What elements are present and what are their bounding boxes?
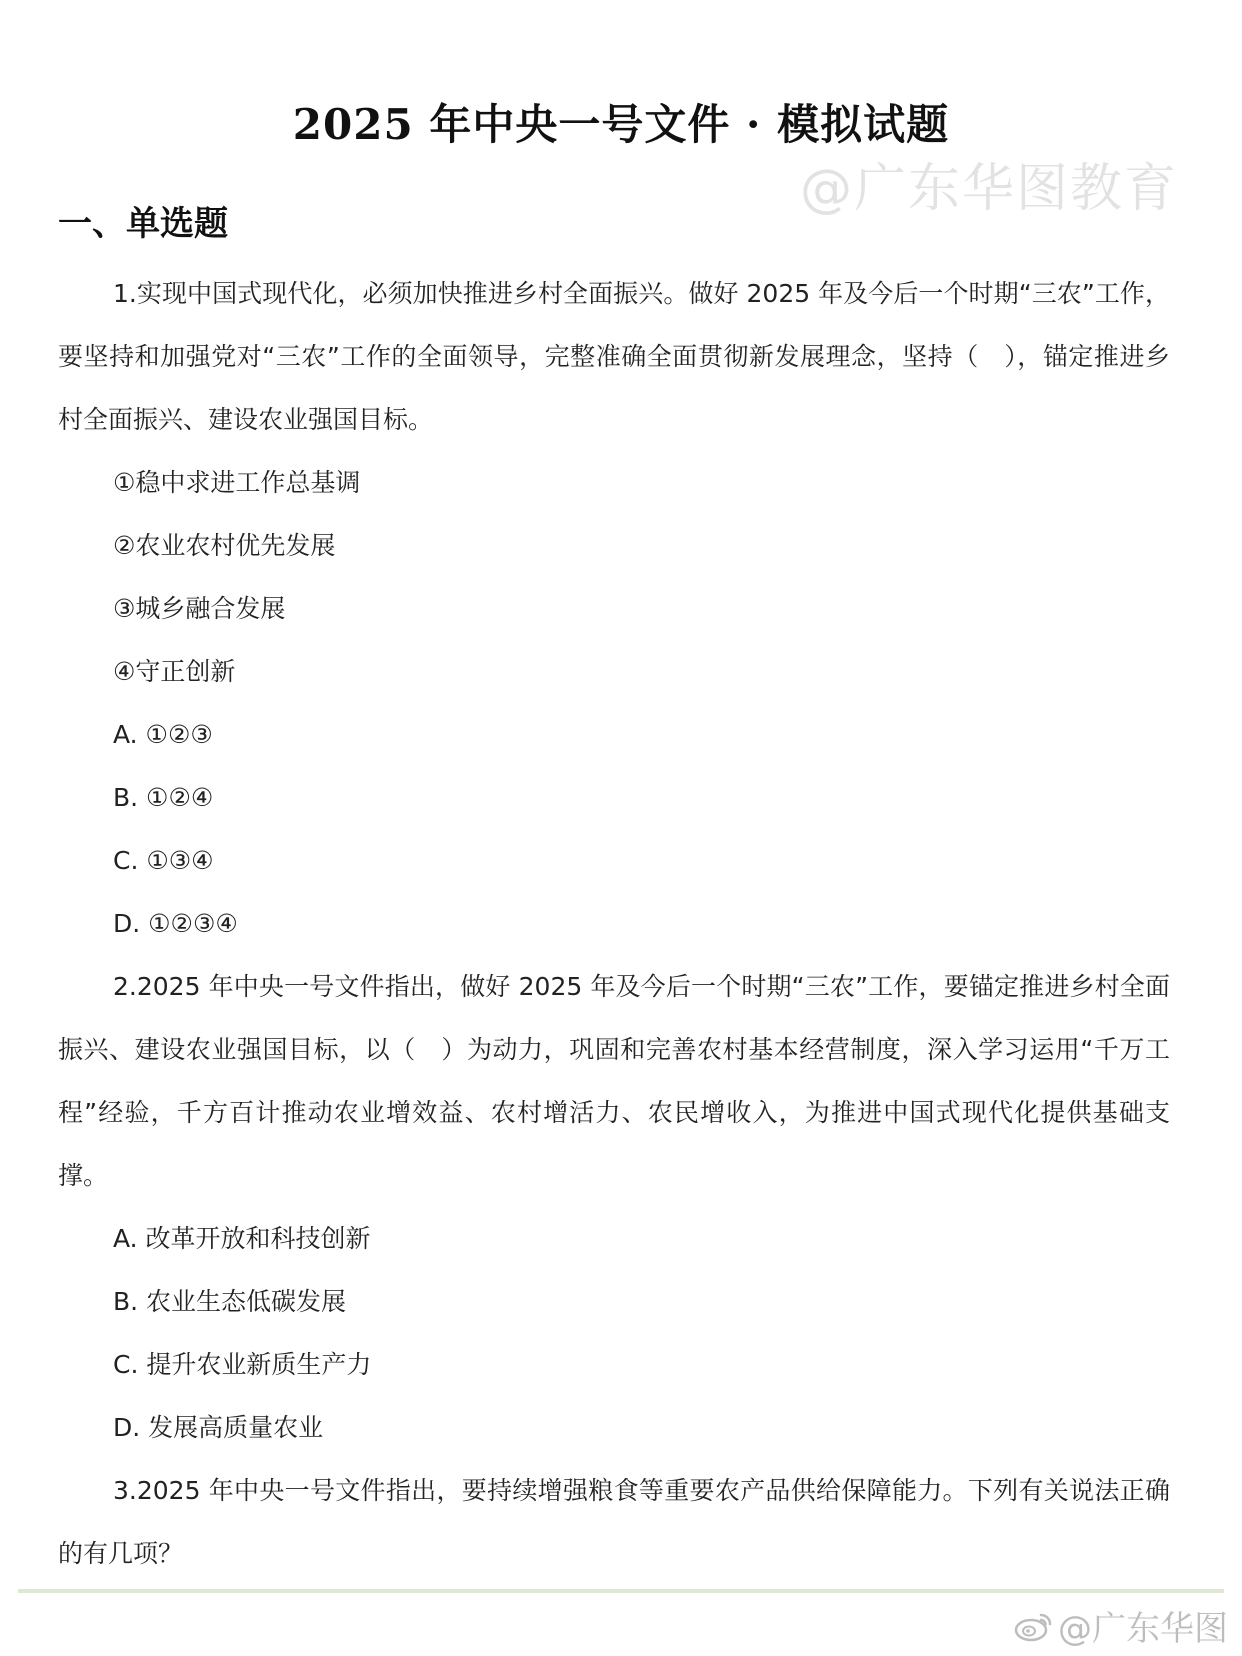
question-1-stem: 1.实现中国式现代化，必须加快推进乡村全面振兴。做好 2025 年及今后一个时期“三农”工作，要坚持和加强党对“三农”工作的全面领导，完整准确全面贯彻新发展理念，坚持（ ），锚定推进乡村全面振兴、建设农业强国目标。	[58, 279, 1170, 434]
question-2-option-b: B. 农业生态低碳发展	[113, 1287, 347, 1316]
question-1-item-4: ④守正创新	[113, 657, 236, 686]
question-1-item-3: ③城乡融合发展	[113, 594, 286, 623]
weibo-logo-icon	[1014, 1609, 1054, 1643]
question-1-item-2: ②农业农村优先发展	[113, 531, 336, 560]
watermark-bottom-text: @广东华图	[1058, 1609, 1228, 1649]
question-1-option-c: C. ①③④	[113, 846, 214, 875]
question-2-option-c: C. 提升农业新质生产力	[113, 1350, 372, 1379]
question-1-option-b: B. ①②④	[113, 783, 214, 812]
watermark-bottom-right	[1014, 1601, 1228, 1650]
question-1-item-1: ①稳中求进工作总基调	[113, 468, 361, 497]
question-2-stem: 2.2025 年中央一号文件指出，做好 2025 年及今后一个时期“三农”工作，要锚定推进乡村全面振兴、建设农业强国目标，以（ ）为动力，巩固和完善农村基本经营制度，深入学习运用“千万工程”经验，千方百计推动农业增效益、农村增活力、农民增收入，为推进中国式现代化提供基础支撑。	[58, 972, 1170, 1190]
page-title: 2025 年中央一号文件 · 模拟试题	[292, 100, 950, 149]
question-1-option-a: A. ①②③	[113, 720, 213, 749]
question-2-option-a: A. 改革开放和科技创新	[113, 1224, 371, 1253]
section-heading: 一、单选题	[58, 204, 228, 244]
question-3-stem: 3.2025 年中央一号文件指出，要持续增强粮食等重要农产品供给保障能力。下列有关说法正确的有几项？	[58, 1476, 1170, 1568]
question-list	[58, 262, 1170, 1585]
watermark-top-right: @广东华图教育	[799, 159, 1178, 219]
footer-divider	[18, 1589, 1224, 1593]
question-2-option-d: D. 发展高质量农业	[113, 1413, 324, 1442]
question-1-option-d: D. ①②③④	[113, 909, 238, 938]
